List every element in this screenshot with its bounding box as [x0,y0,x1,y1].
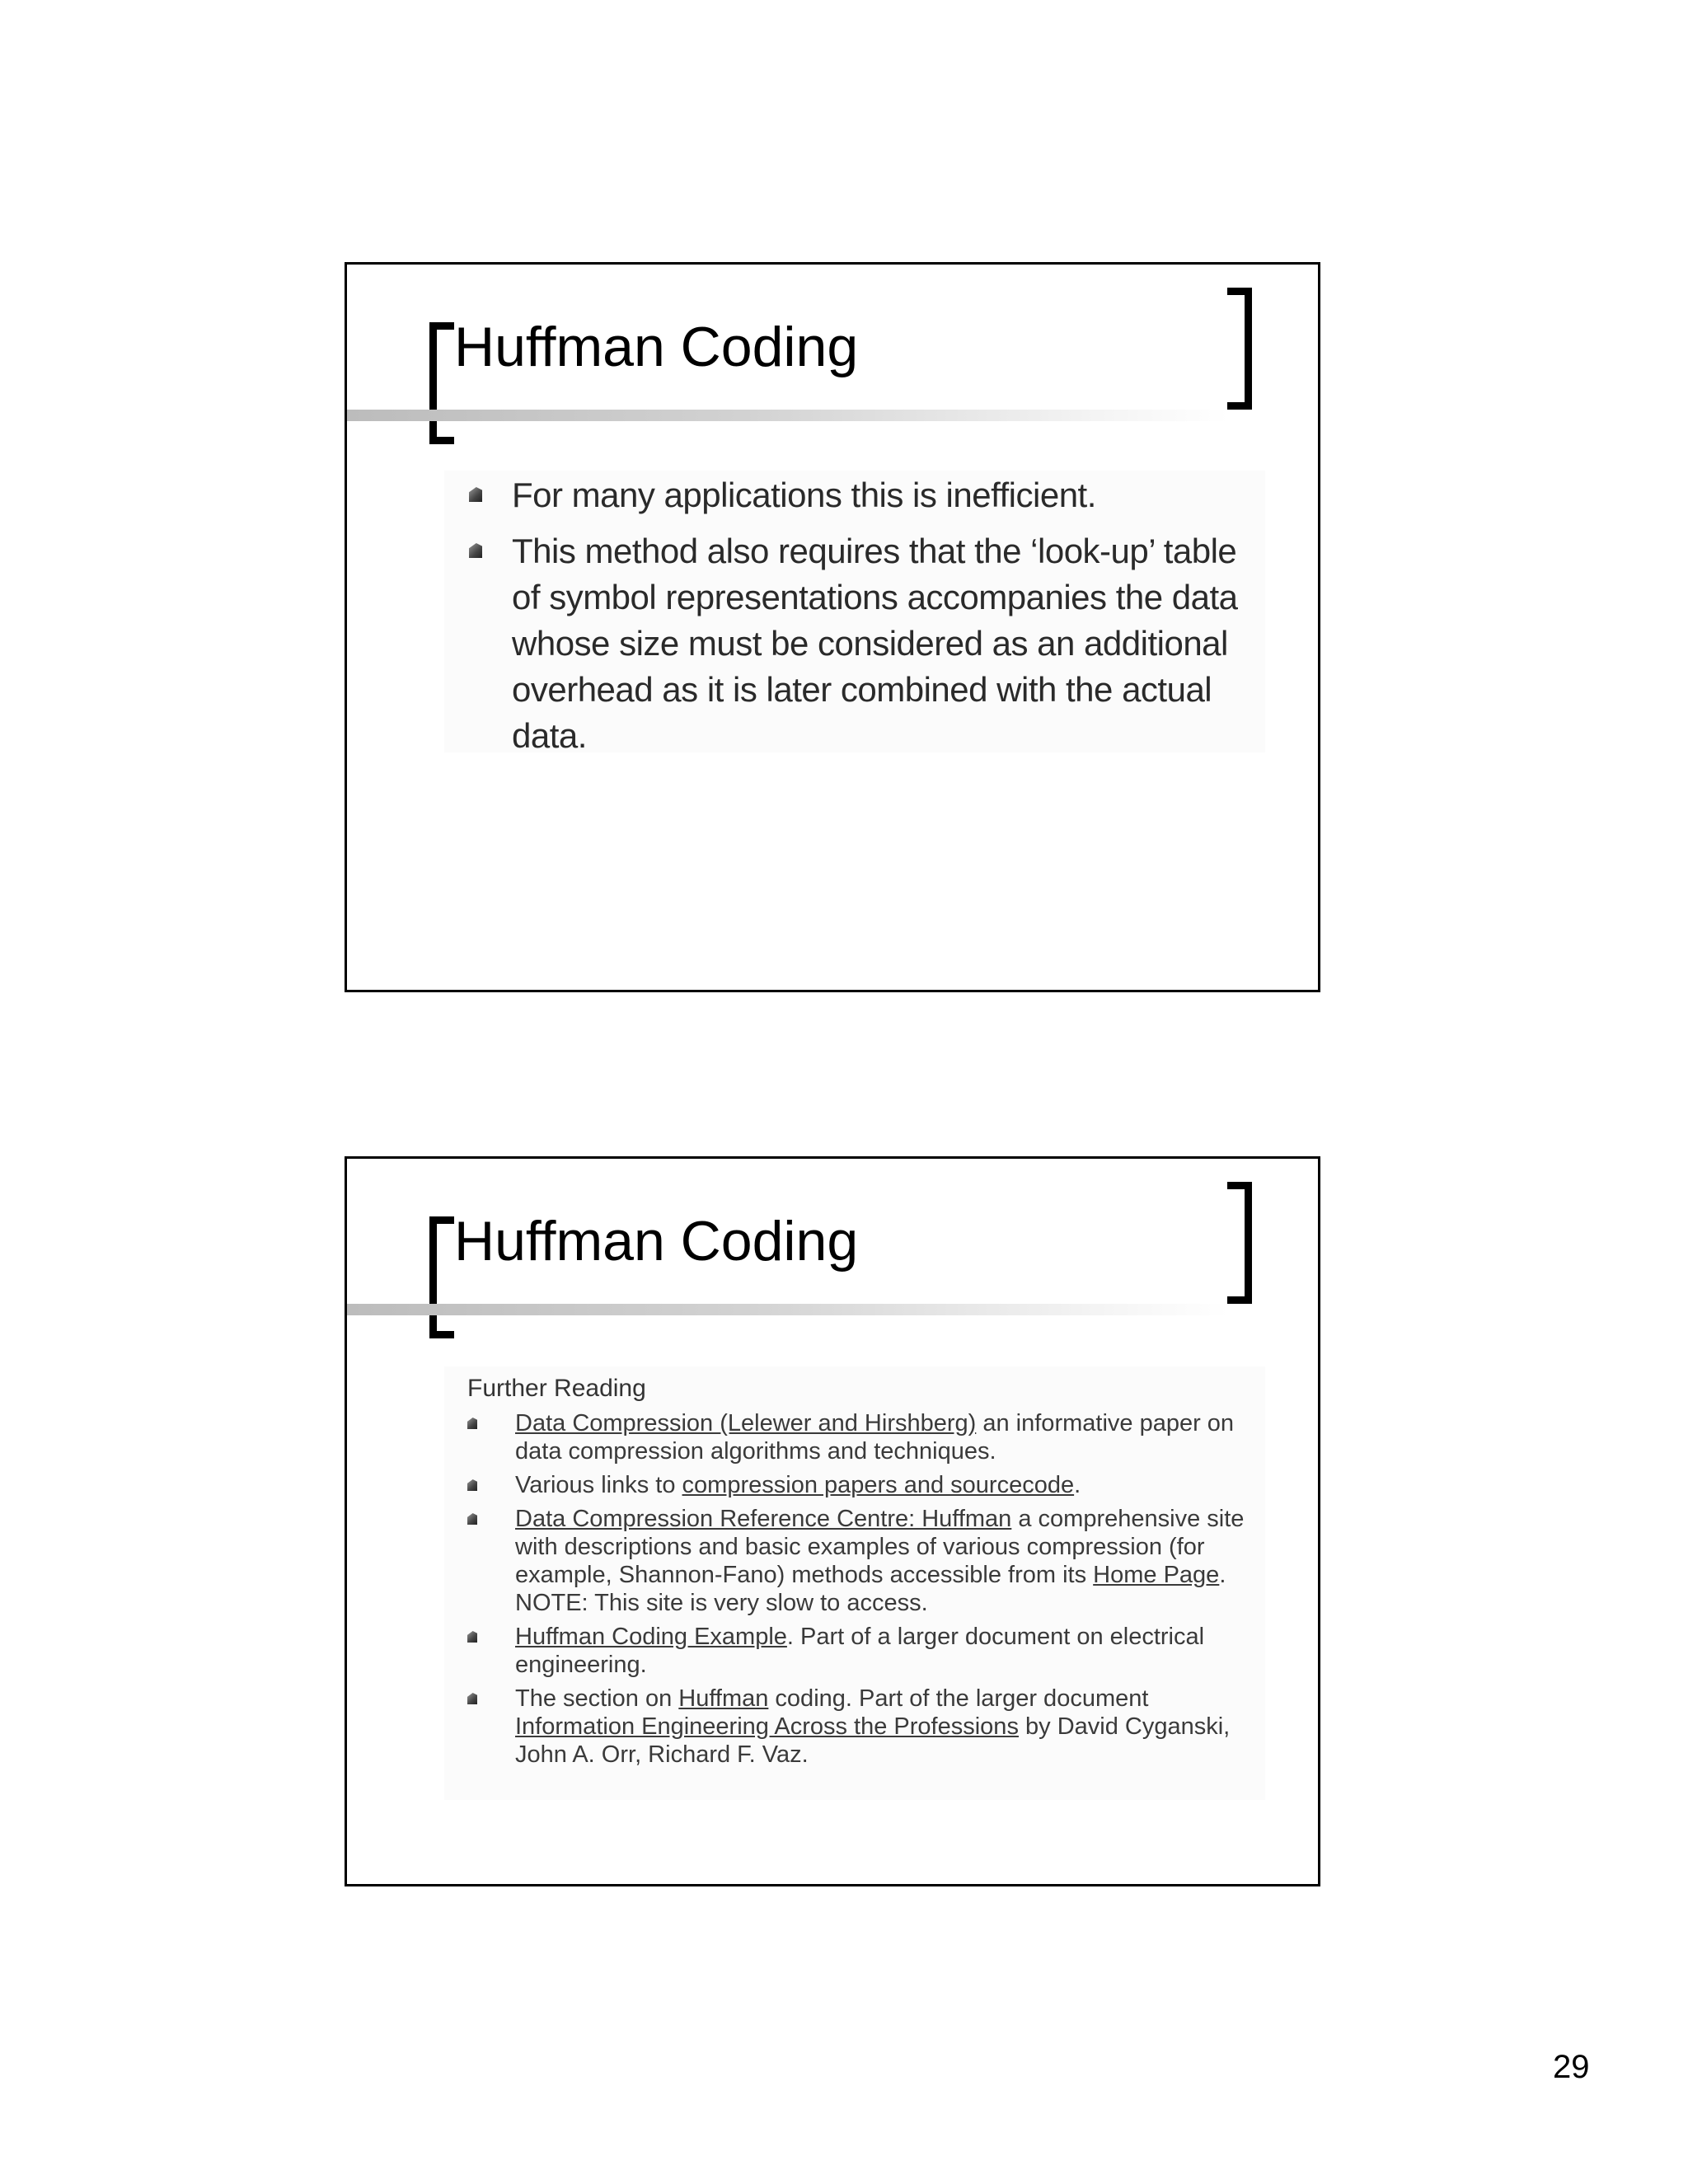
reading-item [467,1623,1259,1679]
bullet-icon [467,1693,477,1704]
slide-title: Huffman Coding [454,316,859,378]
slide-2 [345,1156,1320,1886]
reading-list [467,1409,1259,1774]
reading-item [467,1409,1259,1465]
item-text: The section on [515,1685,679,1712]
bullet-icon [467,1418,477,1429]
bullet-icon [469,543,482,558]
bullet-icon [467,1631,477,1643]
bullet-text: This method also requires that the ‘look-up’ table of symbol representations accompanies the data whose size must be considered as an additional overhead as it is later combined with the actual data. [512,532,1238,755]
item-text: by David Cyganski, John A. Orr, Richard F. Vaz. [515,1713,1231,1768]
right-bracket-decoration [1227,1182,1252,1304]
left-bracket-decoration [429,322,454,444]
title-underline-gradient [347,410,1229,421]
reading-item [467,1471,1259,1499]
slide-content [444,1366,1265,1800]
bullet-text: For many applications this is inefficient. [512,476,1096,514]
right-bracket-decoration [1227,288,1252,410]
title-underline-gradient [347,1304,1229,1315]
page-number: 29 [1553,2049,1590,2085]
slide-content [444,471,1265,755]
item-text: . Part of a larger document on electrical engineering. [515,1624,1205,1678]
link-huffman-coding-example[interactable]: Huffman Coding Example [515,1624,787,1650]
bullet-item [469,472,1260,518]
link-data-compression-lelewer[interactable]: Data Compression (Lelewer and Hirshberg) [515,1410,977,1436]
link-reference-centre-huffman[interactable]: Data Compression Reference Centre: Huffman [515,1506,1012,1532]
reading-item [467,1505,1259,1617]
bullet-icon [467,1479,477,1491]
item-text: . NOTE: This site is very slow to access. [515,1562,1226,1616]
item-text: Various links to [515,1472,682,1498]
item-text: an informative paper on data compression algorithms and techniques. [515,1410,1235,1465]
item-text: . [1074,1472,1081,1498]
slide-title: Huffman Coding [454,1210,859,1272]
reading-item [467,1685,1259,1769]
item-text: a comprehensive site with descriptions and basic examples of various compression (for example, Shannon-Fano) methods accessible from its [515,1506,1245,1588]
bullet-icon [469,487,482,502]
left-bracket-decoration [429,1216,454,1338]
link-huffman[interactable]: Huffman [678,1685,769,1712]
link-compression-papers[interactable]: compression papers and sourcecode [682,1472,1075,1498]
link-home-page[interactable]: Home Page [1093,1562,1220,1588]
item-text: coding. Part of the larger document [768,1685,1149,1712]
further-reading-heading: Further Reading [467,1375,646,1402]
link-information-engineering[interactable]: Information Engineering Across the Professions [515,1713,1019,1740]
bullet-item [469,528,1260,759]
slide-1 [345,262,1320,992]
bullet-icon [467,1513,477,1525]
bullet-list [469,472,1260,769]
